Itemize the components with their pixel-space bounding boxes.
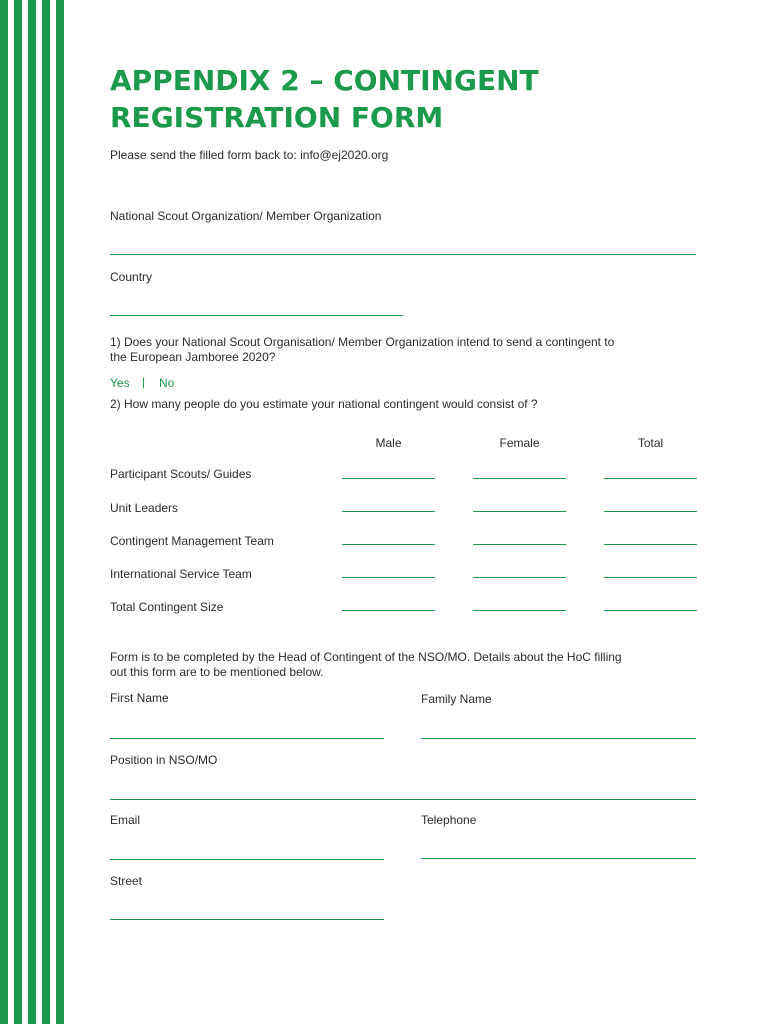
title-line-1: APPENDIX 2 – CONTINGENT — [110, 64, 539, 97]
decorative-stripe — [14, 0, 22, 1024]
organization-label: National Scout Organization/ Member Organization — [110, 209, 382, 223]
cmt-total-field[interactable] — [604, 544, 697, 545]
total-size-male-field[interactable] — [342, 610, 435, 611]
column-header-male: Male — [375, 436, 402, 450]
total-size-total-field[interactable] — [604, 610, 697, 611]
title-line-2: REGISTRATION FORM — [110, 101, 444, 134]
unit-leaders-female-field[interactable] — [473, 511, 566, 512]
telephone-label: Telephone — [421, 813, 477, 827]
row-label-unit-leaders: Unit Leaders — [110, 501, 179, 515]
organization-field[interactable] — [110, 254, 696, 255]
email-field[interactable] — [110, 859, 384, 860]
email-label: Email — [110, 813, 141, 827]
column-header-total: Total — [637, 436, 664, 450]
page-title — [110, 62, 710, 136]
family-name-label: Family Name — [421, 692, 492, 706]
country-field[interactable] — [110, 315, 403, 316]
family-name-field[interactable] — [421, 738, 696, 739]
answer-no[interactable]: No — [159, 376, 175, 390]
position-field[interactable] — [110, 799, 696, 800]
participants-total-field[interactable] — [604, 478, 697, 479]
ist-total-field[interactable] — [604, 577, 697, 578]
first-name-field[interactable] — [110, 738, 384, 739]
telephone-field[interactable] — [421, 858, 696, 859]
participants-male-field[interactable] — [342, 478, 435, 479]
ist-female-field[interactable] — [473, 577, 566, 578]
answer-separator: | — [142, 375, 146, 389]
row-label-total-size: Total Contingent Size — [110, 600, 224, 614]
column-header-female: Female — [499, 436, 540, 450]
decorative-stripe — [56, 0, 64, 1024]
unit-leaders-total-field[interactable] — [604, 511, 697, 512]
first-name-label: First Name — [110, 691, 169, 705]
cmt-female-field[interactable] — [473, 544, 566, 545]
row-label-ist: International Service Team — [110, 567, 252, 581]
position-label: Position in NSO/MO — [110, 753, 218, 767]
decorative-stripe — [42, 0, 50, 1024]
intro-text: Please send the filled form back to: info@ej2020.org — [110, 148, 389, 162]
row-label-cmt: Contingent Management Team — [110, 534, 274, 548]
ist-male-field[interactable] — [342, 577, 435, 578]
hoc-note-line-2: out this form are to be mentioned below. — [110, 665, 324, 679]
answer-yes[interactable]: Yes — [110, 376, 130, 390]
decorative-stripe — [0, 0, 8, 1024]
row-label-participants: Participant Scouts/ Guides — [110, 467, 252, 481]
street-field[interactable] — [110, 919, 384, 920]
total-size-female-field[interactable] — [473, 610, 566, 611]
participants-female-field[interactable] — [473, 478, 566, 479]
hoc-note-line-1: Form is to be completed by the Head of Contingent of the NSO/MO. Details about the HoC filling — [110, 650, 622, 664]
country-label: Country — [110, 270, 153, 284]
cmt-male-field[interactable] — [342, 544, 435, 545]
unit-leaders-male-field[interactable] — [342, 511, 435, 512]
question-1-line-1: 1) Does your National Scout Organisation/ Member Organization intend to send a contingent to — [110, 335, 615, 349]
street-label: Street — [110, 874, 143, 888]
question-1-line-2: the European Jamboree 2020? — [110, 350, 276, 364]
decorative-stripe — [28, 0, 36, 1024]
question-2: 2) How many people do you estimate your national contingent would consist of ? — [110, 397, 538, 411]
